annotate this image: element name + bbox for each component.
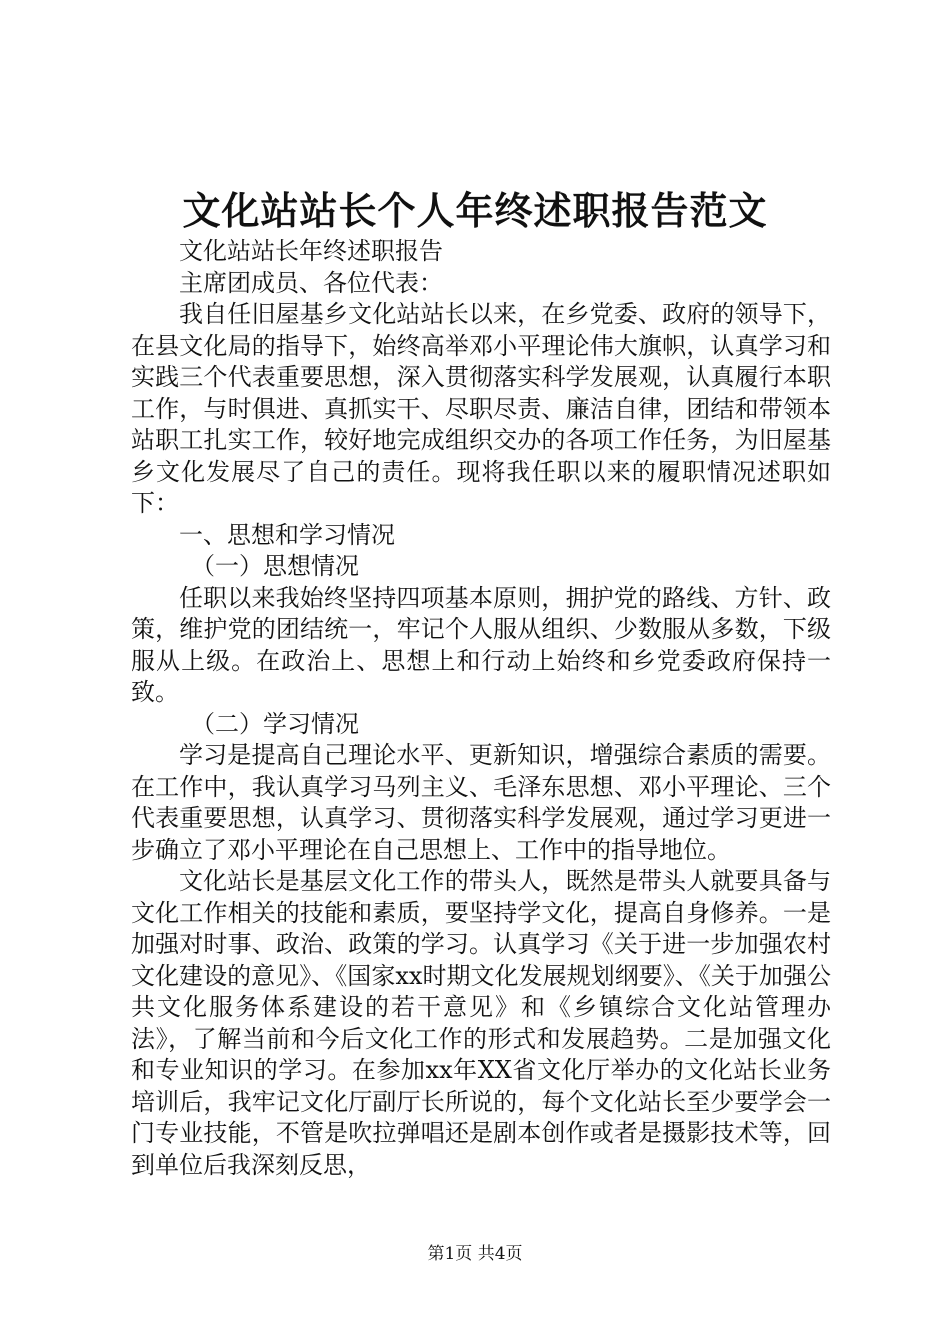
subsection-heading: （一）思想情况 xyxy=(191,552,359,580)
body-paragraph: 任职以来我始终坚持四项基本原则，拥护党的路线、方针、政策，维护党的团结统一，牢记个人服从组织、少数服从多数，下级服从上级。在政治上、思想上和行动上始终和乡党委政府保持一致。 xyxy=(131,583,831,706)
report-subtitle: 文化站站长年终述职报告 xyxy=(179,237,443,265)
section-heading: 一、思想和学习情况 xyxy=(179,520,395,549)
document-body xyxy=(131,236,831,1181)
body-paragraph: 我自任旧屋基乡文化站站长以来，在乡党委、政府的领导下，在县文化局的指导下，始终高举邓小平理论伟大旗帜，认真学习和实践三个代表重要思想，深入贯彻落实科学发展观，认真履行本职工作，与时俱进、真抓实干、尽职尽责、廉洁自律，团结和带领本站职工扎实工作，较好地完成组织交办的各项工作任务，为旧屋基乡文化发展尽了自己的责任。现将我任职以来的履职情况述职如下： xyxy=(131,300,831,517)
body-paragraph: 学习是提高自己理论水平、更新知识，增强综合素质的需要。在工作中，我认真学习马列主义、毛泽东思想、邓小平理论、三个代表重要思想，认真学习、贯彻落实科学发展观，通过学习更进一步确立了邓小平理论在自己思想上、工作中的指导地位。 xyxy=(131,741,831,864)
salutation: 主席团成员、各位代表： xyxy=(179,268,443,297)
subsection-heading: （二）学习情况 xyxy=(191,709,359,738)
page-title: 文化站站长个人年终述职报告范文 xyxy=(182,188,768,233)
page-footer: 第1页 共4页 xyxy=(427,1244,523,1264)
body-paragraph: 文化站长是基层文化工作的带头人，既然是带头人就要具备与文化工作相关的技能和素质，要坚持学文化，提高自身修养。一是加强对时事、政治、政策的学习。认真学习《关于进一步加强农村文化建设的意见》、《国家xx时期文化发展规划纲要》、《关于加强公共文化服务体系建设的若干意见》和《乡镇综合文化站管理办法》，了解当前和今后文化工作的形式和发展趋势。二是加强文化和专业知识的学习。在参加xx年XX省文化厅举办的文化站长业务培训后，我牢记文化厅副厅长所说的，每个文化站长至少要学会一门专业技能，不管是吹拉弹唱还是剧本创作或者是摄影技术等，回到单位后我深刻反思， xyxy=(131,867,831,1179)
